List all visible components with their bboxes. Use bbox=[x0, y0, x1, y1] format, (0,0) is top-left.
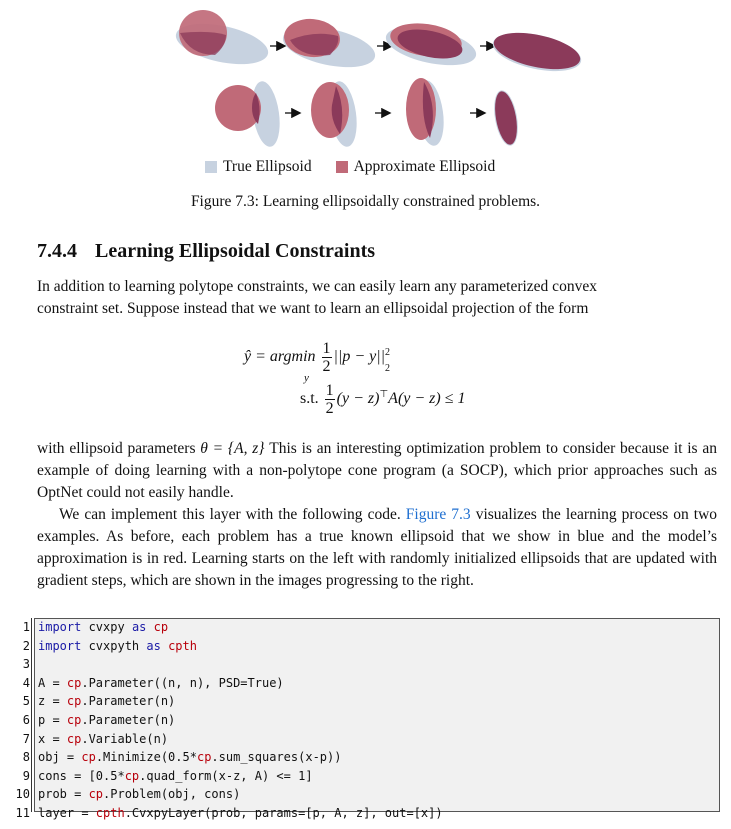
code-token: cp bbox=[66, 694, 82, 709]
code-token: .Parameter(n) bbox=[81, 694, 176, 709]
code-token: cp bbox=[124, 768, 140, 783]
line-number: 7 bbox=[22, 731, 30, 746]
code-token: obj = bbox=[38, 750, 82, 765]
row1-panel1 bbox=[172, 10, 271, 71]
code-line bbox=[38, 730, 443, 749]
code-token: cp bbox=[196, 750, 212, 765]
row2-panel3 bbox=[406, 78, 447, 147]
code-line bbox=[38, 618, 443, 637]
figure-row-1 bbox=[172, 10, 584, 78]
fraction-half: $\frac{1}{2}$ bbox=[325, 382, 334, 417]
line-number: 6 bbox=[22, 712, 30, 727]
code-line bbox=[38, 804, 443, 823]
constraint-term-a: (y − z) bbox=[336, 390, 380, 408]
legend-true-label: True Ellipsoid bbox=[223, 158, 312, 175]
code-token: import bbox=[38, 638, 82, 653]
code-token: .Problem(obj, cons) bbox=[103, 787, 241, 802]
fraction-half: $\frac{1}{2}$ bbox=[322, 340, 331, 375]
code-token: cp bbox=[88, 787, 104, 802]
equation-argmin-sub: y bbox=[304, 372, 309, 385]
code-token: cp bbox=[66, 675, 82, 690]
code-line bbox=[38, 785, 443, 804]
approx-ellipsoid bbox=[311, 82, 349, 138]
code-token: cp bbox=[153, 620, 169, 634]
code-token: as bbox=[146, 638, 161, 653]
equation-constraint: s.t. $\frac{1}{2}$ (y − z)⊤A(y − z) ≤ 1 bbox=[300, 382, 466, 417]
code-token bbox=[161, 639, 168, 653]
code-block bbox=[38, 618, 443, 823]
code-token: .Parameter(n) bbox=[81, 712, 176, 727]
equation-lhs: ŷ = argmin bbox=[244, 348, 316, 366]
line-number: 4 bbox=[22, 675, 30, 690]
code-line bbox=[38, 692, 443, 711]
legend-approx-label: Approximate Ellipsoid bbox=[353, 158, 496, 175]
code-line bbox=[38, 711, 443, 730]
code-token: A = bbox=[38, 675, 67, 690]
code-token: import bbox=[38, 620, 82, 634]
code-token: as bbox=[131, 620, 147, 634]
code-token: cp bbox=[66, 712, 82, 727]
line-number: 5 bbox=[22, 694, 30, 709]
code-token: cp bbox=[66, 731, 82, 746]
constraint-term-b: A(y − z) ≤ 1 bbox=[388, 390, 466, 408]
code-line bbox=[38, 637, 443, 656]
line-number: 9 bbox=[22, 768, 30, 783]
figure-legend bbox=[205, 158, 495, 176]
code-line bbox=[38, 748, 443, 767]
approx-ellipsoid-swatch bbox=[336, 161, 348, 173]
code-token: cvxpyth bbox=[81, 638, 147, 653]
section-number: 7.4.4 bbox=[37, 240, 77, 262]
code-token: layer = bbox=[38, 805, 96, 820]
row1-panel2 bbox=[279, 17, 378, 75]
code-line bbox=[38, 767, 443, 786]
code-token: .sum_squares(x-p)) bbox=[211, 750, 342, 765]
row1-panel4 bbox=[489, 26, 584, 78]
section-heading bbox=[37, 240, 375, 263]
paragraph-intro bbox=[37, 276, 717, 320]
code-token: prob = bbox=[38, 787, 89, 802]
code-token: cons = [0.5* bbox=[38, 768, 125, 783]
code-line bbox=[38, 655, 443, 674]
code-token: .quad_form(x-z, A) <= 1] bbox=[139, 768, 313, 783]
row2-panel2 bbox=[311, 80, 360, 149]
code-token: cpth bbox=[168, 638, 197, 653]
paragraph-line: In addition to learning polytope constraints, we can easily learn any parameterized convex bbox=[37, 278, 597, 295]
code-token: p = bbox=[38, 712, 67, 727]
equation-objective-term: ||p − y|| bbox=[333, 348, 386, 366]
code-token: .CvxpyLayer(prob, params=[p, A, z], out=[x]) bbox=[124, 805, 443, 820]
code-token: cpth bbox=[95, 805, 125, 820]
line-number: 10 bbox=[15, 787, 30, 802]
ellipsoid-figure bbox=[0, 0, 731, 160]
paragraph-line: constraint set. Suppose instead that we want to learn an ellipsoidal projection of the form bbox=[37, 300, 589, 317]
paragraph-implementation bbox=[37, 504, 717, 592]
code-token: cp bbox=[81, 750, 96, 765]
line-numbers bbox=[6, 618, 30, 823]
line-number: 1 bbox=[22, 620, 30, 634]
equation-st: s.t. bbox=[300, 390, 319, 408]
code-token: .Variable(n) bbox=[81, 731, 169, 746]
true-ellipsoid-swatch bbox=[205, 161, 217, 173]
row2-panel4 bbox=[490, 89, 521, 148]
paragraph-text: We can implement this layer with the following code. Figure 7.3 visualizes the learning process on two examples. As before, each problem has a true known ellipsoid that we show in blue and the model’s approximation is in red. Learning starts on the left with randomly initialized ellipsoids that are updated with gradient steps, which are shown in the images progressing to the right. bbox=[37, 506, 718, 589]
row1-panel3 bbox=[382, 19, 479, 72]
line-number: 3 bbox=[22, 657, 30, 672]
paragraph-ellipsoid bbox=[37, 438, 717, 504]
paragraph-text: with ellipsoid parameters θ = {A, z} This is an interesting optimization problem to consider because it is an example of doing learning with a non-polytope cone program (a SOCP), which prior approaches such as OptNet could not easily handle. bbox=[37, 440, 717, 501]
line-number: 8 bbox=[22, 750, 30, 765]
figure-link[interactable]: Figure 7.3 bbox=[405, 506, 471, 523]
inline-math-theta: θ = {A, z} bbox=[200, 440, 265, 457]
code-token: .Minimize(0.5* bbox=[95, 750, 197, 765]
code-line bbox=[38, 674, 443, 693]
code-token: x = bbox=[38, 731, 67, 746]
line-number: 2 bbox=[22, 638, 30, 653]
code-token: cvxpy bbox=[81, 620, 132, 634]
row2-panel1 bbox=[215, 80, 283, 149]
code-token bbox=[146, 620, 153, 634]
figure-caption: Figure 7.3: Learning ellipsoidally constrained problems. bbox=[190, 193, 541, 210]
section-title: Learning Ellipsoidal Constraints bbox=[95, 240, 376, 262]
code-gutter-line bbox=[31, 618, 32, 812]
code-token: .Parameter((n, n), PSD=True) bbox=[81, 675, 284, 690]
figure-row-2 bbox=[215, 78, 522, 148]
line-number: 11 bbox=[15, 805, 30, 820]
equation-objective: ŷ = argmin y $\frac{1}{2}$ ||p − y|| 2 2 bbox=[244, 340, 391, 385]
code-token: z = bbox=[38, 694, 67, 709]
